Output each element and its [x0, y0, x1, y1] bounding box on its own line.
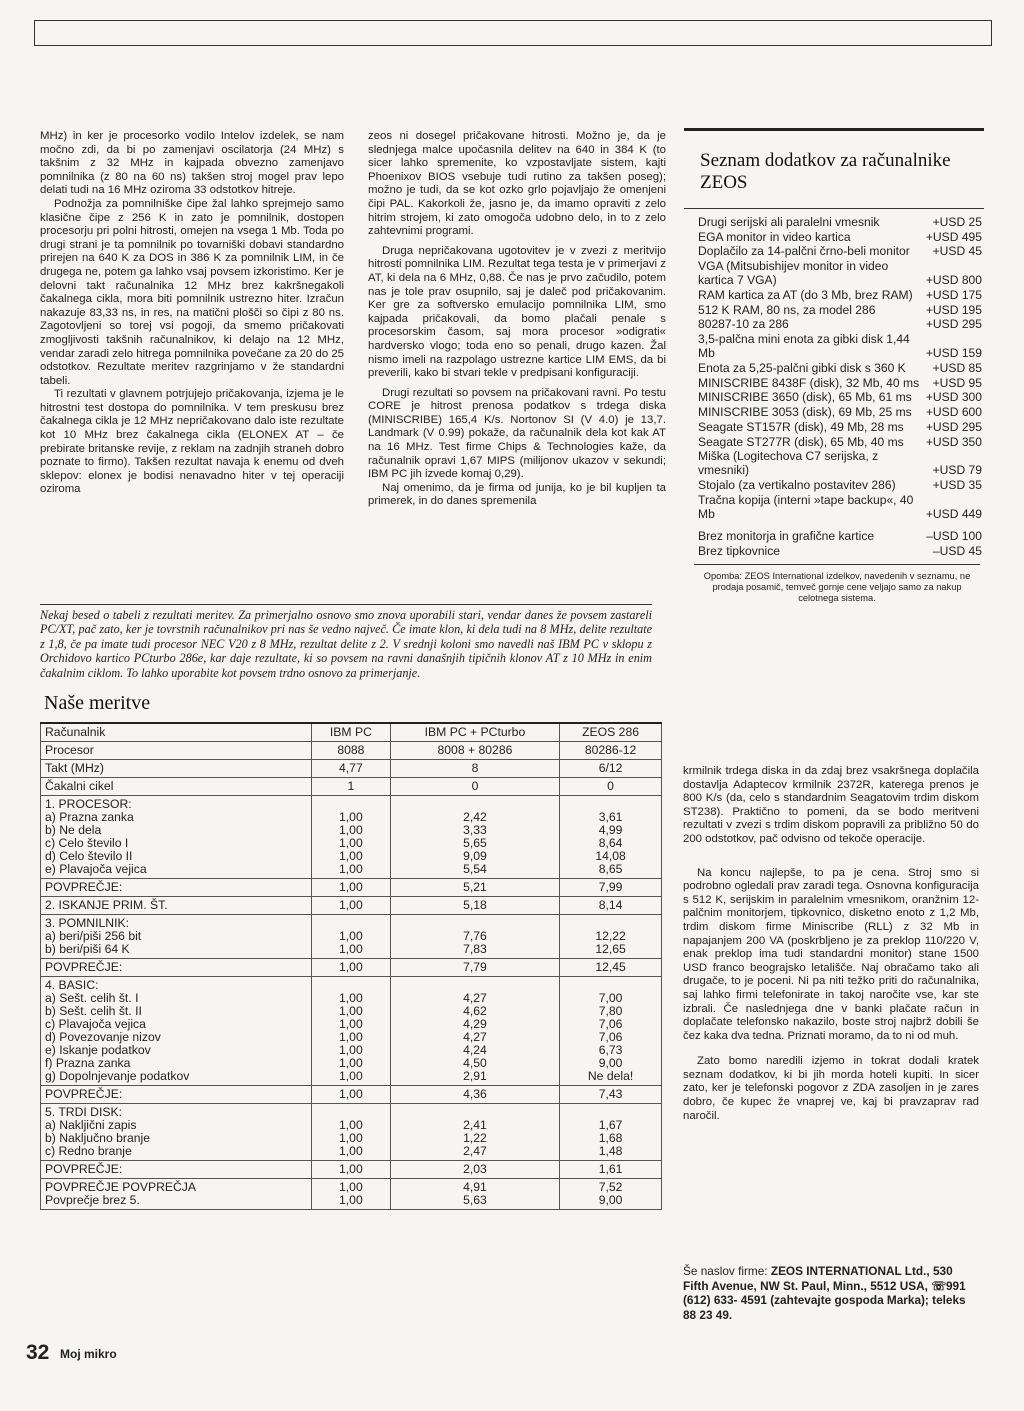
value-cell: 1,61	[560, 1161, 662, 1179]
table-header-row	[41, 723, 662, 742]
paragraph: krmilnik trdega diska in da zdaj brez vsakršnega doplačila dostavlja Adaptecov krmilnik 2372R, katerega prenos je 800 K/s (da, celo s standardnim Seagatovim trdim diskom ST238). Praktično to pomeni, da se bodo meritveni rezultati v zvezi s trdim diskom popravili za približno 50 do 200 odstotkov, pač odvisno od tekoče operacije.	[683, 765, 979, 845]
price-item-price: +USD 45	[932, 244, 982, 259]
value-cell: 80286-12	[560, 742, 662, 760]
value-cell: 4,91 5,63	[390, 1179, 559, 1210]
value-cell: 7,52 9,00	[560, 1179, 662, 1210]
value-cell: 6/12	[560, 760, 662, 778]
value-cell: 5,18	[390, 897, 559, 915]
table-row	[41, 1179, 662, 1210]
header-cell: IBM PC	[312, 723, 391, 742]
price-item-name: Seagate ST277R (disk), 65 Mb, 40 ms	[698, 434, 904, 449]
article-column-2	[368, 130, 666, 509]
value-cell: 1,00	[312, 1161, 391, 1179]
price-item-name: EGA monitor in video kartica	[698, 229, 851, 244]
table-row	[41, 1086, 662, 1104]
price-box-note: Opomba: ZEOS International izdelkov, navedenih v seznamu, ne prodaja posamič, temveč gornje cene veljajo samo za nakup celotnega sistema.	[694, 564, 980, 604]
price-item-price: +USD 295	[925, 317, 982, 332]
price-item-price: +USD 95	[932, 375, 982, 390]
value-cell: 12,45	[560, 959, 662, 977]
price-item-price: +USD 85	[932, 361, 982, 376]
price-item-name: Brez tipkovnice	[698, 543, 781, 558]
price-item-price: –USD 45	[932, 543, 982, 558]
measurements-table	[40, 722, 662, 1210]
value-cell: 2,41 1,22 2,47	[390, 1104, 559, 1161]
row-label: POVPREČJE:	[41, 1161, 312, 1179]
value-cell: 1,00 1,00 1,00 1,00 1,00	[312, 796, 391, 879]
paragraph: Naj omenimo, da je firma od junija, ko je bil kupljen ta primerek, in do danes spremenila	[368, 481, 666, 508]
header-cell: Računalnik	[41, 723, 312, 742]
value-cell: 8	[390, 760, 559, 778]
price-item-name: RAM kartica za AT (do 3 Mb, brez RAM)	[698, 288, 913, 303]
row-label: POVPREČJE:	[41, 959, 312, 977]
value-cell: 1,00 1,00 1,00 1,00 1,00 1,00 1,00	[312, 977, 391, 1086]
value-cell: 4,36	[390, 1086, 559, 1104]
price-item	[698, 420, 982, 434]
price-item	[698, 493, 982, 521]
price-item-name: Tračna kopija (interni »tape backup«, 40 Mb	[698, 492, 914, 522]
price-item-name: VGA (Mitsubishijev monitor in video kartica 7 VGA)	[698, 259, 889, 288]
price-item-name: Miška (Logitechova C7 serijska, z vmesniki)	[698, 449, 879, 478]
value-cell: 7,79	[390, 959, 559, 977]
price-item-price: +USD 159	[925, 346, 982, 361]
value-cell: 1,00 1,00 1,00	[312, 1104, 391, 1161]
paragraph: Ti rezultati v glavnem potrjujejo pričakovanja, izjema je le hitrostni test dostopa do pomnilnika. V tem preskusu brez čakalnega cikla je 12 MHz nepričakovano dalo iste rezultate kot 10 MHz brez čakalnega cikla (ELONEX AT – če prebirate britanske revije, z reklam na zadnjih straneh dobro poznate to firmo). Takšen rezultat navaja k enemu od dveh sklepov: elonex je bodisi nenavadno hiter v tej operaciji oziroma	[40, 388, 344, 496]
value-cell: 1,67 1,68 1,48	[560, 1104, 662, 1161]
price-item-name: MINISCRIBE 8438F (disk), 32 Mb, 40 ms	[698, 375, 920, 390]
value-cell: 1,00	[312, 959, 391, 977]
row-label: Takt (MHz)	[41, 760, 312, 778]
value-cell: 4,27 4,62 4,29 4,27 4,24 4,50 2,91	[390, 977, 559, 1086]
price-item-name: Doplačilo za 14-palčni črno-beli monitor	[698, 244, 910, 259]
value-cell: 0	[560, 778, 662, 796]
value-cell: 1,00	[312, 897, 391, 915]
header-cell: IBM PC + PCturbo	[390, 723, 559, 742]
price-item	[698, 405, 982, 419]
magazine-name: Moj mikro	[60, 1347, 117, 1361]
price-box-title: Seznam dodatkov za računalnike ZEOS	[700, 150, 951, 193]
price-item-price: +USD 35	[932, 478, 982, 493]
paragraph: Druga nepričakovana ugotovitev je v zvezi z meritvijo hitrosti pomnilnika LIM. Rezultat tega testa je v primerjavi z AT, ki dela na 6 MHz, 0,88. Če nas je prvo začudilo, potem nas je tole prav osupnilo, saj je daleč pod pričakovanim. Ker gre za softversko emulacijo pomnilnika LIM, smo kajpada pričakovali, da bomo plačali penale s procesorskim časom, saj mora procesor »odigrati« hardversko vlogo; toda eno so penali, drugo kazen. Žal nismo imeli na razpolago ustrezne kartice LIM EMS, da bi preverili, kako bi stvari tekle v predpisani konfiguraciji.	[368, 244, 666, 380]
article-column-3	[683, 765, 979, 1123]
price-item-name: MINISCRIBE 3650 (disk), 65 Mb, 61 ms	[698, 390, 912, 405]
price-list	[684, 215, 984, 558]
price-item	[698, 390, 982, 404]
paragraph: Podnožja za pomnilniške čipe žal lahko sprejmejo samo klasične čipe z 256 K in zato je pomnilnik, dostopen procesorju pri polni hitrosti, omejen na vsega 1 Mb. Toda po drugi strani je ta pomnilnik po tovarniški dobavi standardno prirejen na 640 K za DOS in 386 K za pomnilnik LIM, in če drugega ne, potem ga lahko vsaj povsem izkoristimo. Ker je delovni takt računalnika 12 MHz brez kakršnegakoli čakalnega cikla, mora biti pomnilnik ustrezno hiter. Izračun nakazuje 83,33 ns, in res, na matični plošči so čipi z 80 ns. Zagotovljeni so torej vsi pogoji, da smemo pričakovati zmogljivosti takšnih računalnikov, ki delajo na 12 MHz, vendar zaradi zelo hitrega pomnilnika povečane za 20 do 25 odstotkov. Rezultate meritev razgrinjamo v že standardni tabeli.	[40, 197, 344, 387]
table-row	[41, 959, 662, 977]
paragraph: Zato bomo naredili izjemo in tokrat dodali kratek seznam dodatkov, ki bi jih morda hoteli kupiti. In sicer zato, ker je telefonski pogovor z ZDA zasoljen in je zares dobro, če kupec že vnaprej ve, kaj bi pravzaprav rad naročil.	[683, 1055, 979, 1122]
company-address	[683, 1264, 979, 1322]
price-item-price: +USD 79	[932, 463, 982, 478]
value-cell: 8,14	[560, 897, 662, 915]
row-label: 5. TRDI DISK: a) Nakljični zapis b) Naključno branje c) Redno branje	[41, 1104, 312, 1161]
value-cell: 1,00 1,00	[312, 1179, 391, 1210]
value-cell: 7,76 7,83	[390, 915, 559, 959]
price-item-name: Brez monitorja in grafične kartice	[698, 529, 875, 544]
row-label: Procesor	[41, 742, 312, 760]
value-cell: 12,22 12,65	[560, 915, 662, 959]
table-body	[41, 742, 662, 1210]
table-row	[41, 897, 662, 915]
table-row	[41, 915, 662, 959]
value-cell: 2,03	[390, 1161, 559, 1179]
table-row	[41, 879, 662, 897]
price-item-name: 80287-10 za 286	[698, 317, 789, 332]
table-row	[41, 760, 662, 778]
table-title: Naše meritve	[44, 692, 151, 714]
price-item-name: 512 K RAM, 80 ns, za model 286	[698, 302, 876, 317]
value-cell: 3,61 4,99 8,64 14,08 8,65	[560, 796, 662, 879]
table-row	[41, 977, 662, 1086]
price-item	[698, 244, 982, 258]
table-row	[41, 796, 662, 879]
row-label: Čakalni cikel	[41, 778, 312, 796]
price-item	[698, 449, 982, 477]
paragraph: Drugi rezultati so povsem na pričakovani ravni. Po testu CORE je hitrost prenosa podatkov s trdega diska (MINISCRIBE) 165,4 K/s. Nortonov SI (V 4.0) je 13,7. Landmark (V 0.99) pokaže, da računalnik dela kot kak AT na 16 MHz. Test firme Chips & Technologies kaže, da računalnik opravi 1,67 MIPS (milijonov ukazov v sekundi; IBM PC jih izvede komaj 0,29).	[368, 386, 666, 481]
header-frame	[34, 20, 992, 46]
price-item	[698, 544, 982, 558]
page-number: 32	[26, 1341, 50, 1364]
price-item-price: +USD 295	[925, 419, 982, 434]
table-row	[41, 1161, 662, 1179]
price-item	[698, 376, 982, 390]
row-label: 2. ISKANJE PRIM. ŠT.	[41, 897, 312, 915]
row-label: 1. PROCESOR: a) Prazna zanka b) Ne dela c) Celo število I d) Celo število II e) Plavajoča vejica	[41, 796, 312, 879]
value-cell: 1,00	[312, 1086, 391, 1104]
price-item-price: +USD 195	[925, 302, 982, 317]
price-item	[698, 215, 982, 229]
value-cell: 7,99	[560, 879, 662, 897]
value-cell: 5,21	[390, 879, 559, 897]
value-cell: 4,77	[312, 760, 391, 778]
value-cell: 2,42 3,33 5,65 9,09 5,54	[390, 796, 559, 879]
row-label: POVPREČJE:	[41, 1086, 312, 1104]
price-item-price: +USD 175	[925, 288, 982, 303]
price-item-price: +USD 449	[925, 507, 982, 522]
price-item-price: +USD 800	[925, 273, 982, 288]
price-item-price: –USD 100	[926, 529, 982, 544]
row-label: POVPREČJE POVPREČJA Povprečje brez 5.	[41, 1179, 312, 1210]
price-item	[698, 230, 982, 244]
row-label: 3. POMNILNIK: a) beri/piši 256 bit b) beri/piši 64 K	[41, 915, 312, 959]
paragraph: zeos ni dosegel pričakovane hitrosti. Možno je, da je slednjega malce upočasnila delitev na 640 in 384 K (to sicer lahko spremenite, ko vzpostavljate sistem, kajti Phoenixov BIOS vsebuje tudi rutino za takšen poseg); možno je tudi, da se kot ozko grlo pojavljajo že omenjeni čipi PAL. Kakorkoli že, jasno je, da imamo opraviti z zelo hitrim strojem, ki zato omogoča udobno delo, in to z zelo zahtevnimi programi.	[368, 130, 666, 238]
price-item-name: 3,5-palčna mini enota za gibki disk 1,44 Mb	[698, 332, 910, 361]
value-cell: 7,43	[560, 1086, 662, 1104]
price-item-name: MINISCRIBE 3053 (disk), 69 Mb, 25 ms	[698, 405, 912, 420]
row-label: 4. BASIC: a) Sešt. celih št. I b) Sešt. celih št. II c) Plavajoča vejica d) Povezovanje nizov e) Iskanje podatkov f) Prazna zanka g) Dopolnjevanje podatkov	[41, 977, 312, 1086]
price-item	[698, 259, 982, 287]
value-cell: 8088	[312, 742, 391, 760]
value-cell: 7,00 7,80 7,06 7,06 6,73 9,00 Ne dela!	[560, 977, 662, 1086]
divider	[684, 208, 984, 209]
header-cell: ZEOS 286	[560, 723, 662, 742]
price-item	[698, 288, 982, 302]
price-item-name: Seagate ST157R (disk), 49 Mb, 28 ms	[698, 419, 904, 434]
value-cell: 0	[390, 778, 559, 796]
value-cell: 8008 + 80286	[390, 742, 559, 760]
price-item	[698, 435, 982, 449]
address-lead: Še naslov firme:	[683, 1264, 771, 1278]
address-details: ZEOS INTERNATIONAL Ltd., 530 Fifth Avenue, NW St. Paul, Minn., 5512 USA, ☏991 (612) 633- 4591 (zahtevajte gospoda Marka); teleks 88 23 49.	[683, 1264, 966, 1322]
article-column-1	[40, 130, 344, 497]
price-item	[698, 361, 982, 375]
price-item	[698, 303, 982, 317]
price-item	[698, 317, 982, 331]
row-label: POVPREČJE:	[41, 879, 312, 897]
price-item-price: +USD 300	[925, 390, 982, 405]
price-item-price: +USD 600	[925, 405, 982, 420]
price-item	[698, 332, 982, 360]
price-item-name: Enota za 5,25-palčni gibki disk s 360 K	[698, 361, 906, 376]
value-cell: 1,00	[312, 879, 391, 897]
table-row	[41, 778, 662, 796]
price-item-price: +USD 495	[925, 229, 982, 244]
table-row	[41, 742, 662, 760]
value-cell: 1,00 1,00	[312, 915, 391, 959]
value-cell: 1	[312, 778, 391, 796]
price-item-price: +USD 350	[925, 434, 982, 449]
price-item-name: Stojalo (za vertikalno postavitev 286)	[698, 478, 896, 493]
price-item	[698, 478, 982, 492]
table-caption: Nekaj besed o tabeli z rezultati meritev. Za primerjalno osnovo smo znova uporabili stari, vendar danes že povsem zastareli PC/XT, pač zato, ker je tovrstnih računalnikov pri nas še vedno največ. Če imate klon, ki dela tudi na 8 MHz, delite rezultate z 1,8, če pa imate tudi procesor NEC V20 z 8 MHz, rezultat delite z 2. V srednji koloni smo navedli naš IBM PC v sklopu z Orchidovo kartico PCturbo 286e, kar daje rezultate, ki so povsem na ravni današnjih tipičnih klonov AT z 10 MHz in enim čakalnim ciklom. To lahko uporabite kot povsem trdno osnovo za primerjanje.	[40, 604, 652, 680]
price-item	[698, 529, 982, 543]
price-item-price: +USD 25	[932, 215, 982, 229]
table-row	[41, 1104, 662, 1161]
paragraph: Na koncu najlepše, to pa je cena. Stroj smo si podrobno ogledali prav zaradi tega. Osnovna konfiguracija s 512 K, serijskim in paralelnim vmesnikom, oranžnim 12-palčnim monitorjem, tipkovnico, disketno enoto z 1,2 Mb, trdim diskom firme Miniscribe (RLL) z 32 Mb in napajanjem 200 VA (poskrbljeno je za preklop 110/220 V, enak preklop ima tudi standardni monitor) stane 1500 USD franco beograjsko letališče. Naj obračamo tako ali drugače, to je poceni. Ni pa niti težko priti do računalnika, saj lahko firmi telefonirate in takoj naročite vse, kar ste izbrali. Če naslednjega dne v banki plačate račun in doplačate telefonsko nakazilo, boste stroj najbrž dobili še čez kaka dva tedna. Priznati moramo, da to ni od muh.	[683, 866, 979, 1042]
price-item-name: Drugi serijski ali paralelni vmesnik	[698, 215, 880, 229]
paragraph: MHz) in ker je procesorko vodilo Intelov izdelek, se nam močno zdi, da bi po zamenjavi oscilatorja (24 MHz) s takšnim z 32 MHz in kajpada obvezno zamenjavo pomnilnika (z 80 na 60 ns) takšen stroj mogel prav lepo delati tudi na 16 MHz oziroma 33 odstotkov hitreje.	[40, 130, 344, 197]
accessories-price-box	[684, 128, 984, 739]
